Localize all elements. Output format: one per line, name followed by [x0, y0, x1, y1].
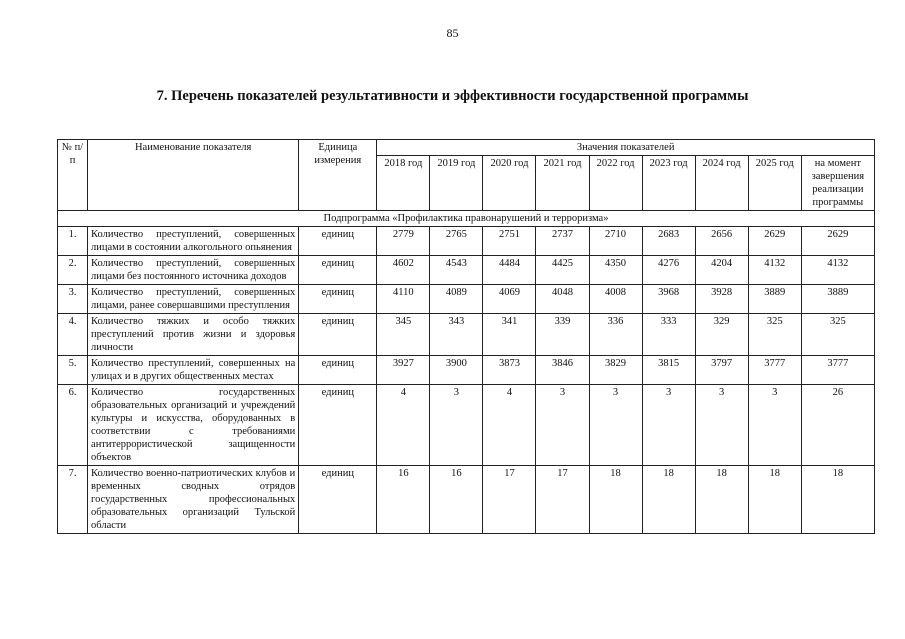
- indicator-final-value: 2629: [801, 227, 874, 256]
- indicator-value: 3815: [642, 356, 695, 385]
- indicator-final-value: 4132: [801, 256, 874, 285]
- indicator-name: Количество преступлений, совершенных лицами без постоянного источника доходов: [88, 256, 299, 285]
- indicator-value: 18: [695, 466, 748, 534]
- table-row: [58, 285, 875, 314]
- indicator-unit: единиц: [299, 385, 377, 466]
- indicator-value: 329: [695, 314, 748, 356]
- indicator-value: 3: [642, 385, 695, 466]
- indicator-value: 336: [589, 314, 642, 356]
- indicator-value: 4089: [430, 285, 483, 314]
- indicator-value: 3873: [483, 356, 536, 385]
- indicator-value: 333: [642, 314, 695, 356]
- indicator-value: 17: [536, 466, 589, 534]
- indicator-value: 3797: [695, 356, 748, 385]
- header-final: на момент завершения реализации программы: [801, 156, 874, 211]
- indicator-value: 2779: [377, 227, 430, 256]
- indicator-unit: единиц: [299, 314, 377, 356]
- indicator-name: Количество преступлений, совершенных лицами в состоянии алкогольного опьянения: [88, 227, 299, 256]
- indicator-value: 4069: [483, 285, 536, 314]
- indicator-value: 4543: [430, 256, 483, 285]
- row-number: 6.: [58, 385, 88, 466]
- indicator-value: 4204: [695, 256, 748, 285]
- indicator-unit: единиц: [299, 227, 377, 256]
- indicator-value: 18: [589, 466, 642, 534]
- indicator-value: 2737: [536, 227, 589, 256]
- header-year: 2018 год: [377, 156, 430, 211]
- indicator-final-value: 18: [801, 466, 874, 534]
- indicator-final-value: 3777: [801, 356, 874, 385]
- header-year: 2024 год: [695, 156, 748, 211]
- indicator-value: 343: [430, 314, 483, 356]
- indicator-value: 3: [536, 385, 589, 466]
- indicator-name: Количество тяжких и особо тяжких преступлений против жизни и здоровья личности: [88, 314, 299, 356]
- indicator-value: 325: [748, 314, 801, 356]
- indicator-value: 3968: [642, 285, 695, 314]
- header-year: 2022 год: [589, 156, 642, 211]
- indicator-value: 4350: [589, 256, 642, 285]
- indicator-value: 4276: [642, 256, 695, 285]
- indicator-value: 3: [589, 385, 642, 466]
- indicator-value: 2751: [483, 227, 536, 256]
- indicator-value: 18: [642, 466, 695, 534]
- indicators-table: [57, 139, 875, 534]
- header-unit: Единица измерения: [299, 140, 377, 211]
- indicator-value: 4048: [536, 285, 589, 314]
- indicator-final-value: 3889: [801, 285, 874, 314]
- header-year: 2020 год: [483, 156, 536, 211]
- indicator-value: 341: [483, 314, 536, 356]
- table-row: [58, 356, 875, 385]
- row-number: 4.: [58, 314, 88, 356]
- header-values-group: Значения показателей: [377, 140, 875, 156]
- indicator-value: 3829: [589, 356, 642, 385]
- indicator-value: 16: [377, 466, 430, 534]
- header-row-1: [58, 140, 875, 156]
- indicator-value: 2710: [589, 227, 642, 256]
- header-year: 2023 год: [642, 156, 695, 211]
- row-number: 1.: [58, 227, 88, 256]
- subprogram-title: Подпрограмма «Профилактика правонарушений и терроризма»: [58, 211, 875, 227]
- indicator-unit: единиц: [299, 256, 377, 285]
- row-number: 2.: [58, 256, 88, 285]
- table-row: [58, 466, 875, 534]
- indicator-value: 4425: [536, 256, 589, 285]
- indicator-value: 4: [377, 385, 430, 466]
- indicator-value: 3928: [695, 285, 748, 314]
- indicator-final-value: 26: [801, 385, 874, 466]
- indicator-name: Количество государственных образовательных организаций и учреждений культуры и искусства, оборудованных в соответствии с требованиями антитеррористической защищенности объектов: [88, 385, 299, 466]
- row-number: 5.: [58, 356, 88, 385]
- indicator-value: 2683: [642, 227, 695, 256]
- header-year: 2019 год: [430, 156, 483, 211]
- indicator-final-value: 325: [801, 314, 874, 356]
- indicator-value: 3777: [748, 356, 801, 385]
- table-row: [58, 385, 875, 466]
- indicator-value: 17: [483, 466, 536, 534]
- indicator-unit: единиц: [299, 466, 377, 534]
- indicator-unit: единиц: [299, 356, 377, 385]
- page-title: 7. Перечень показателей результативности и эффективности государственной программы: [156, 88, 749, 104]
- indicator-value: 339: [536, 314, 589, 356]
- indicator-value: 4602: [377, 256, 430, 285]
- indicator-value: 3927: [377, 356, 430, 385]
- indicator-value: 3: [695, 385, 748, 466]
- header-year: 2021 год: [536, 156, 589, 211]
- indicator-value: 345: [377, 314, 430, 356]
- indicator-value: 3900: [430, 356, 483, 385]
- indicator-value: 4132: [748, 256, 801, 285]
- indicator-value: 3889: [748, 285, 801, 314]
- row-number: 7.: [58, 466, 88, 534]
- indicator-value: 4110: [377, 285, 430, 314]
- indicator-name: Количество преступлений, совершенных лицами, ранее совершавшими преступления: [88, 285, 299, 314]
- subprogram-row: [58, 211, 875, 227]
- row-number: 3.: [58, 285, 88, 314]
- indicator-value: 3: [430, 385, 483, 466]
- indicator-value: 2765: [430, 227, 483, 256]
- indicator-name: Количество преступлений, совершенных на улицах и в других общественных местах: [88, 356, 299, 385]
- indicator-value: 3846: [536, 356, 589, 385]
- indicator-value: 16: [430, 466, 483, 534]
- table-row: [58, 256, 875, 285]
- indicator-value: 2629: [748, 227, 801, 256]
- indicator-name: Количество военно-патриотических клубов и временных сводных отрядов государственных профессиональных образовательных организаций Тульской области: [88, 466, 299, 534]
- page-number: 85: [446, 26, 459, 40]
- indicator-unit: единиц: [299, 285, 377, 314]
- indicator-value: 4: [483, 385, 536, 466]
- indicator-value: 4008: [589, 285, 642, 314]
- indicator-value: 18: [748, 466, 801, 534]
- indicator-value: 2656: [695, 227, 748, 256]
- indicator-value: 3: [748, 385, 801, 466]
- header-num: № п/п: [58, 140, 88, 211]
- indicator-value: 4484: [483, 256, 536, 285]
- header-name: Наименование показателя: [88, 140, 299, 211]
- table-row: [58, 314, 875, 356]
- header-year: 2025 год: [748, 156, 801, 211]
- table-row: [58, 227, 875, 256]
